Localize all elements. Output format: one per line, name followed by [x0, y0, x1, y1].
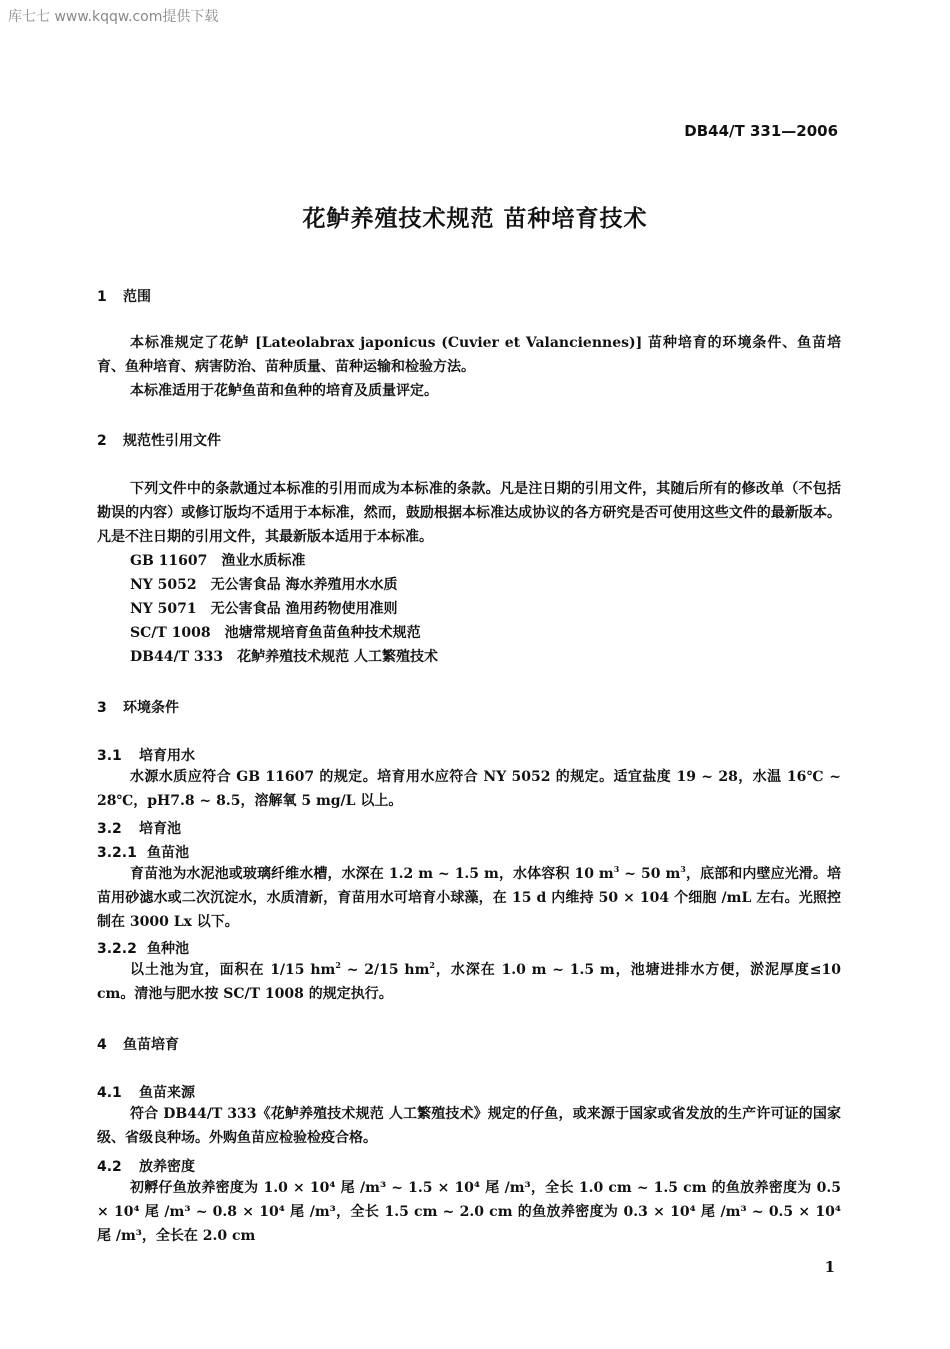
section-number: 3.2: [97, 821, 122, 837]
section-3-2-1-heading: [97, 842, 189, 862]
paragraph-text: ~ 50 m: [619, 866, 681, 882]
section-4-2-heading: [97, 1156, 195, 1176]
section-2-heading: [97, 430, 221, 450]
section-3-2-heading: [97, 818, 181, 838]
reference-item: [130, 646, 438, 666]
section-title: 范围: [123, 289, 151, 305]
reference-item: [130, 574, 398, 594]
superscript: 3: [613, 864, 620, 874]
section-3-heading: [97, 697, 179, 717]
reference-code: SC/T 1008: [130, 625, 211, 641]
section-2-paragraph: 下列文件中的条款通过本标准的引用而成为本标准的条款。凡是注日期的引用文件，其随后所有的修改单（不包括勘误的内容）或修订版均不适用于本标准，然而，鼓励根据本标准达成协议的各方研究是否可使用这些文件的最新版本。凡是不注日期的引用文件，其最新版本适用于本标准。: [97, 481, 841, 545]
paragraph-text: ~ 2/15 hm: [340, 962, 430, 978]
reference-name: 渔业水质标准: [221, 553, 306, 569]
section-title: 放养密度: [139, 1159, 195, 1175]
section-4-1-heading: [97, 1082, 195, 1102]
page-number: 1: [824, 1258, 835, 1276]
section-number: 1: [97, 289, 107, 305]
reference-code: GB 11607: [130, 553, 208, 569]
superscript: 2: [429, 960, 435, 970]
section-title: 规范性引用文件: [123, 433, 221, 449]
section-title: 鱼苗培育: [123, 1037, 179, 1053]
section-title: 培育池: [139, 821, 181, 837]
superscript: 3: [680, 864, 686, 874]
reference-item: [130, 598, 398, 618]
paragraph-text: 育苗池为水泥池或玻璃纤维水槽，水深在 1.2 m ~ 1.5 m，水体容积 10 m: [130, 866, 614, 882]
section-3-1-heading: [97, 745, 195, 765]
section-title: 鱼苗池: [147, 845, 189, 861]
section-title: 鱼种池: [147, 941, 189, 957]
section-number: 4.1: [97, 1085, 122, 1101]
section-number: 4: [97, 1037, 107, 1053]
section-1-paragraph-1: 本标准规定了花鲈 [Lateolabrax japonicus (Cuvier et Valanciennes)] 苗种培育的环境条件、鱼苗培育、鱼种培育、病害防治、苗种质量、苗种运输和检验方法。: [97, 335, 841, 375]
section-4-2-paragraph: 初孵仔鱼放养密度为 1.0 × 10⁴ 尾 /m³ ~ 1.5 × 10⁴ 尾 /m³，全长 1.0 cm ~ 1.5 cm 的鱼放养密度为 0.5 × 10⁴ 尾 /m³ ~ 0.8 × 10⁴ 尾 /m³，全长 1.5 cm ~ 2.0 cm 的鱼放养密度为 0.3 × 10⁴ 尾 /m³ ~ 0.5 × 10⁴ 尾 /m³，全长在 2.0 cm: [97, 1180, 841, 1244]
reference-code: NY 5052: [130, 577, 197, 593]
watermark-text: 库七七 www.kqqw.com提供下载: [8, 9, 219, 25]
paragraph-text: ，底部和内壁应光滑。培苗用砂滤水或二次沉淀水，水质清新，育苗用水可培育小球藻，在 15 d 内维持 50 × 104 个细胞 /mL 左右。光照控制在 3000 Lx 以下。: [97, 866, 842, 930]
section-1-paragraph-2: 本标准适用于花鲈鱼苗和鱼种的培育及质量评定。: [130, 383, 438, 399]
reference-name: 无公害食品 海水养殖用水水质: [210, 577, 398, 593]
section-4-1-paragraph: 符合 DB44/T 333《花鲈养殖技术规范 人工繁殖技术》规定的仔鱼，或来源于国家或省发放的生产许可证的国家级、省级良种场。外购鱼苗应检验检疫合格。: [97, 1106, 841, 1146]
reference-name: 花鲈养殖技术规范 人工繁殖技术: [237, 649, 438, 665]
section-number: 2: [97, 433, 107, 449]
section-3-2-2-paragraph: [97, 958, 841, 1006]
reference-item: [130, 550, 305, 570]
section-title: 鱼苗来源: [139, 1085, 195, 1101]
section-3-1-paragraph: 水源水质应符合 GB 11607 的规定。培育用水应符合 NY 5052 的规定。适宜盐度 19 ~ 28，水温 16℃ ~ 28℃，pH7.8 ~ 8.5，溶解氧 5 mg/L 以上。: [97, 769, 841, 809]
reference-item: [130, 622, 421, 642]
paragraph-text: ，水深在 1.0 m ~ 1.5 m，池塘进排水方便，淤泥厚度≤10 cm。清池与肥水按 SC/T 1008 的规定执行。: [97, 962, 842, 1002]
section-title: 培育用水: [139, 748, 195, 764]
section-number: 3.2.1: [97, 845, 137, 861]
standard-code: DB44/T 331—2006: [684, 122, 838, 140]
reference-name: 池塘常规培育鱼苗鱼种技术规范: [224, 625, 421, 641]
section-3-2-1-paragraph: [97, 862, 841, 934]
section-1-heading: [97, 286, 151, 306]
paragraph-text: 以土池为宜，面积在 1/15 hm: [130, 962, 336, 978]
reference-code: DB44/T 333: [130, 649, 224, 665]
section-number: 3.1: [97, 748, 122, 764]
document-title: 花鲈养殖技术规范 苗种培育技术: [302, 206, 648, 232]
reference-name: 无公害食品 渔用药物使用准则: [210, 601, 398, 617]
section-4-heading: [97, 1034, 179, 1054]
reference-code: NY 5071: [130, 601, 197, 617]
section-3-2-2-heading: [97, 938, 189, 958]
superscript: 2: [335, 960, 341, 970]
section-title: 环境条件: [123, 700, 179, 716]
section-number: 4.2: [97, 1159, 122, 1175]
section-number: 3: [97, 700, 107, 716]
section-number: 3.2.2: [97, 941, 137, 957]
